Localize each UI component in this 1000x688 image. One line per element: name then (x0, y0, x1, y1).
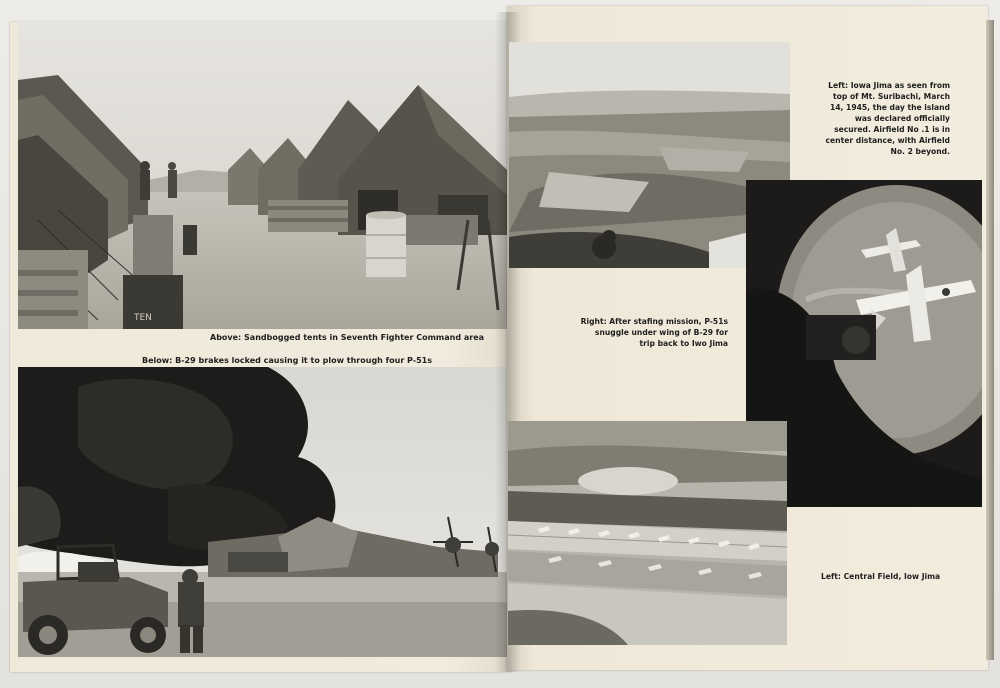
caption-tents: Above: Sandbogged tents in Seventh Fighter Command area (210, 333, 485, 342)
caption-iwo-jima-aerial: Left: Iowa Jima as seen from top of Mt. Suribachi, March 14, 1945, the day the island was declared officially secured. Airfield No .1 is in center distance, with Airfield No. 2 beyond. (825, 81, 950, 156)
tents-photo (18, 20, 507, 329)
crate-stencil: TEN (134, 313, 152, 323)
caption-p51-formation: Right: After stafing mission, P-51s snuggle under wing of B-29 for trip back to Iwo Jima (580, 317, 728, 348)
book-edge (986, 20, 994, 660)
b29-crash-photo (18, 367, 507, 657)
central-field-photo (508, 421, 787, 645)
caption-b29-crash: Below: B-29 brakes locked causing it to plow through four P-51s (142, 356, 432, 365)
caption-central-field: Left: Central Field, Iow Jima (821, 572, 941, 581)
